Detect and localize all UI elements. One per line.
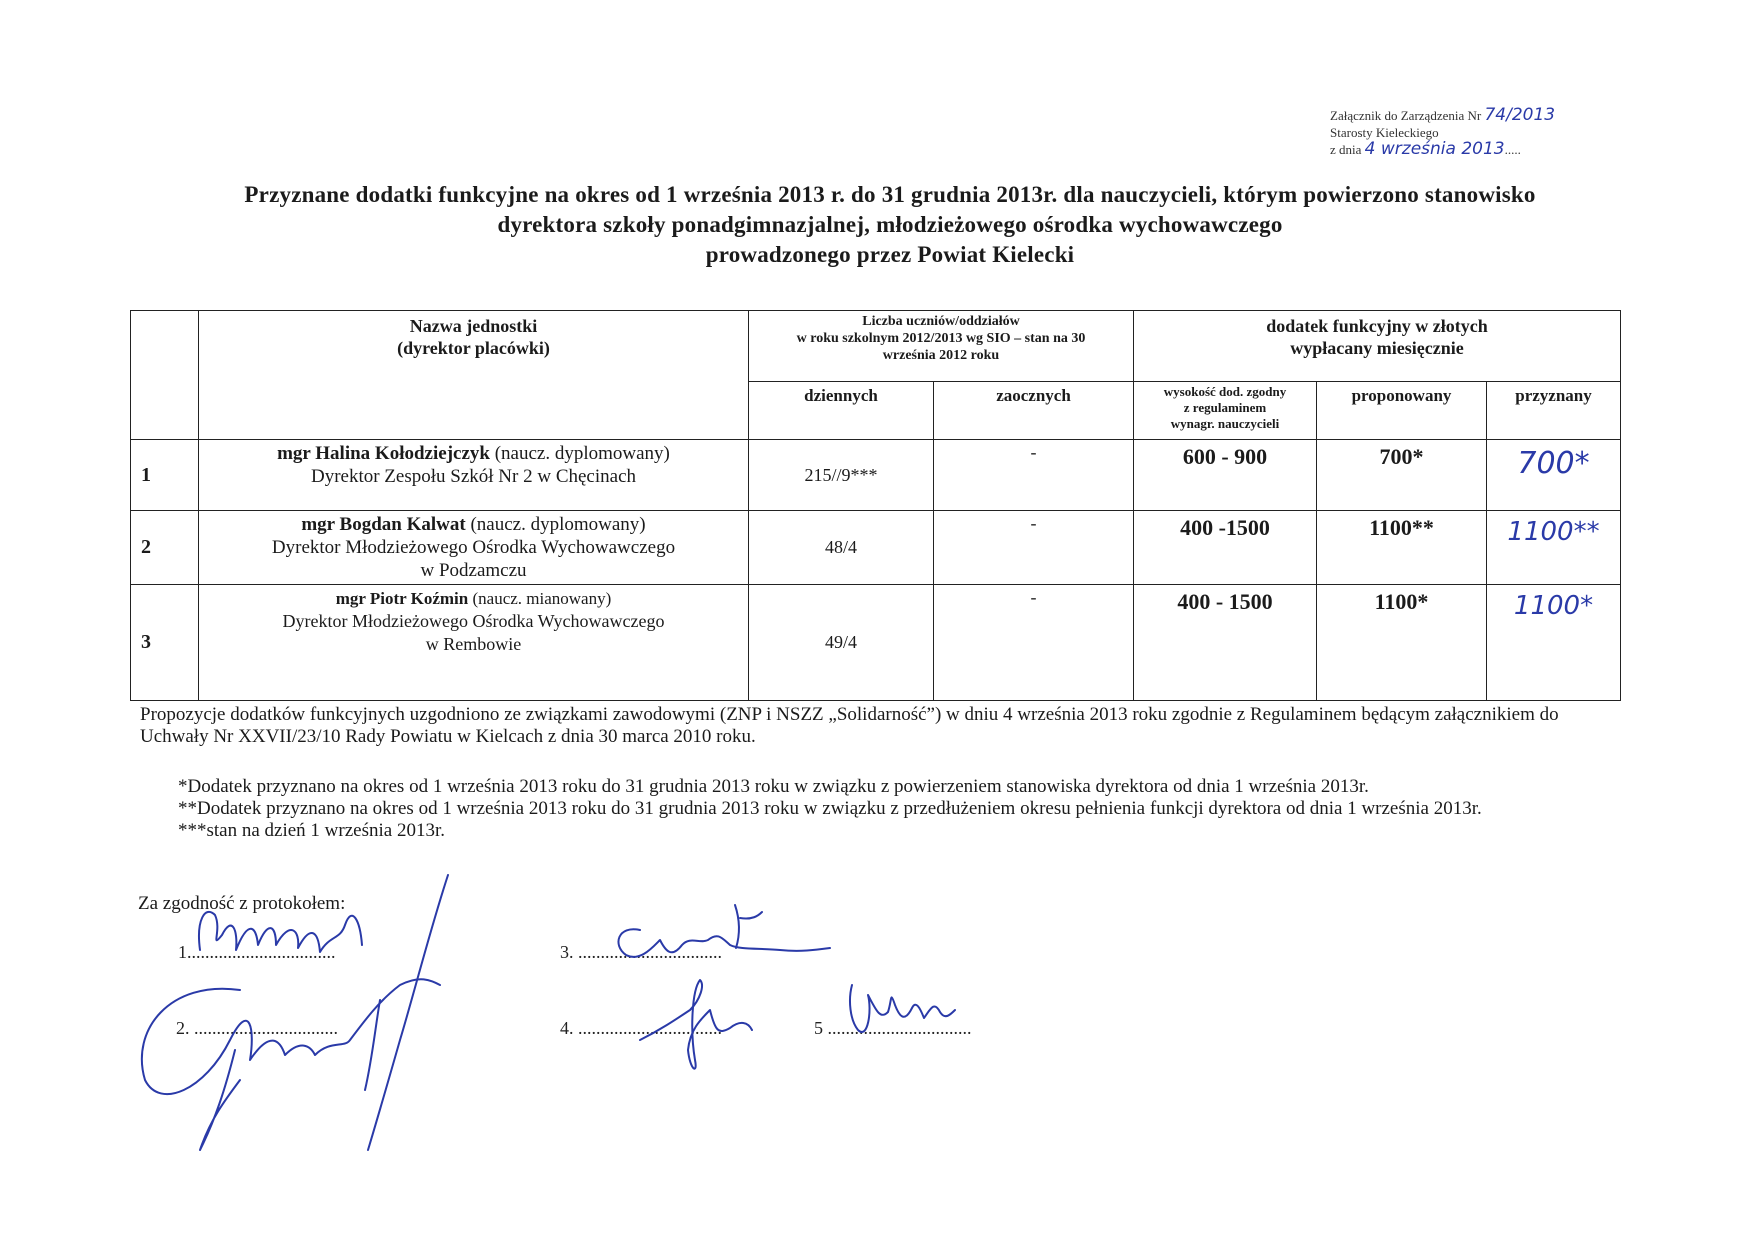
row-number: 1 [131,440,199,511]
director-degree: (naucz. dyplomowany) [494,443,670,464]
director-name: mgr Piotr Koźmin [335,589,469,608]
header-proposed: proponowany [1317,382,1487,440]
header-daily: dziennych [749,382,934,440]
director-role: Dyrektor Młodzieżowego Ośrodka Wychowawczego [271,537,676,558]
signature-dots: ................................ [827,1018,972,1038]
header-students-line1: Liczba uczniów/oddziałów [862,314,1020,329]
director-role: Dyrektor Młodzieżowego Ośrodka Wychowawczego [282,611,665,631]
attachment-line2: Starosty Kieleckiego [1330,125,1439,140]
signature-number: 2. [176,1018,190,1038]
attachment-line3: z dnia [1330,142,1362,157]
signature-5-strokes [850,985,955,1032]
row-granted-handwritten: 1100** [1487,511,1621,585]
row-daily: 49/4 [749,585,934,701]
header-name-sublabel: (dyrektor placówki) [397,338,550,358]
header-allowance-line1: dodatek funkcyjny w złotych [1266,316,1488,336]
row-daily: 48/4 [749,511,934,585]
director-degree: (naucz. dyplomowany) [470,514,646,535]
row-extramural: - [934,585,1134,701]
signature-number: 3. [560,942,574,962]
signature-dots: ................................ [578,1018,722,1038]
header-name-label: Nazwa jednostki [409,316,538,336]
signature-1-strokes [199,912,362,952]
header-granted: przyznany [1487,382,1621,440]
footnote-3: ***stan na dzień 1 września 2013r. [178,820,445,841]
row-granted-handwritten: 700* [1487,440,1621,511]
attachment-line1: Załącznik do Zarządzenia Nr [1330,108,1482,123]
row-extramural: - [934,440,1134,511]
signature-2-strokes [142,979,440,1094]
director-location: w Podzamczu [420,560,527,581]
title-line2: dyrektora szkoły ponadgimnazjalnej, młodzieżowego ośrodka wychowawczego [497,212,1283,237]
row-number: 3 [131,585,199,701]
row-range: 400 -1500 [1134,511,1317,585]
signature-3-strokes [618,929,830,957]
row-proposed: 700* [1317,440,1487,511]
director-role: Dyrektor Zespołu Szkół Nr 2 w Chęcinach [310,466,637,487]
footnote-2: **Dodatek przyznano na okres od 1 września 2013 roku do 31 grudnia 2013 roku w związku z przedłużeniem okresu pełnienia funkcji dyrektora od dnia 1 września 2013r. [178,798,1482,819]
agreement-paragraph: Propozycje dodatków funkcyjnych uzgodniono ze związkami zawodowymi (ZNP i NSZZ „Solidarność”) w dniu 4 września 2013 roku zgodnie z Regulaminem będącym załącznikiem do Uchwały Nr XXVII/23/10 Rady Powiatu w Kielcach z dnia 30 marca 2010 roku. [140,704,1559,747]
row-range: 600 - 900 [1134,440,1317,511]
row-daily: 215//9*** [749,440,934,511]
row-extramural: - [934,511,1134,585]
signature-4-strokes [640,980,752,1069]
signature-dots: ................................ [191,942,336,962]
signature-number: 1. [178,942,192,962]
director-name: mgr Halina Kołodziejczyk [277,443,490,464]
header-extramural: zaocznych [934,382,1134,440]
row-granted-handwritten: 1100* [1487,585,1621,701]
title-line3: prowadzonego przez Powiat Kielecki [705,242,1075,267]
attachment-dots: ..... [1504,142,1521,157]
row-range: 400 - 1500 [1134,585,1317,701]
handwritten-order-number: 74/2013 [1484,105,1556,125]
header-range-line2: z regulaminem [1183,400,1267,415]
director-name: mgr Bogdan Kalwat [301,514,466,535]
director-degree: (naucz. mianowany) [472,589,612,608]
row-number: 2 [131,511,199,585]
signatures-caption: Za zgodność z protokołem: [138,893,346,914]
row-proposed: 1100* [1317,585,1487,701]
director-location: w Rembowie [425,634,522,654]
header-students-line3: września 2012 roku [882,348,1000,363]
header-students-line2: w roku szkolnym 2012/2013 wg SIO – stan na 30 [796,331,1086,346]
header-range-line1: wysokość dod. zgodny [1163,384,1287,399]
header-range-line3: wynagr. nauczycieli [1170,416,1280,431]
footnote-1: *Dodatek przyznano na okres od 1 września 2013 roku do 31 grudnia 2013 roku w związku z powierzeniem stanowiska dyrektora od dnia 1 września 2013r. [178,776,1369,797]
signature-dots: ................................ [578,942,722,962]
signature-number: 4. [560,1018,574,1038]
signature-number: 5 [814,1018,823,1038]
handwritten-date: 4 września 2013 [1364,139,1505,159]
title-line1: Przyznane dodatki funkcyjne na okres od 1 września 2013 r. do 31 grudnia 2013r. dla nauczycieli, którym powierzono stanowisko [244,182,1536,207]
header-allowance-line2: wypłacany miesięcznie [1290,338,1464,358]
row-proposed: 1100** [1317,511,1487,585]
signature-dots: ................................ [194,1018,338,1038]
